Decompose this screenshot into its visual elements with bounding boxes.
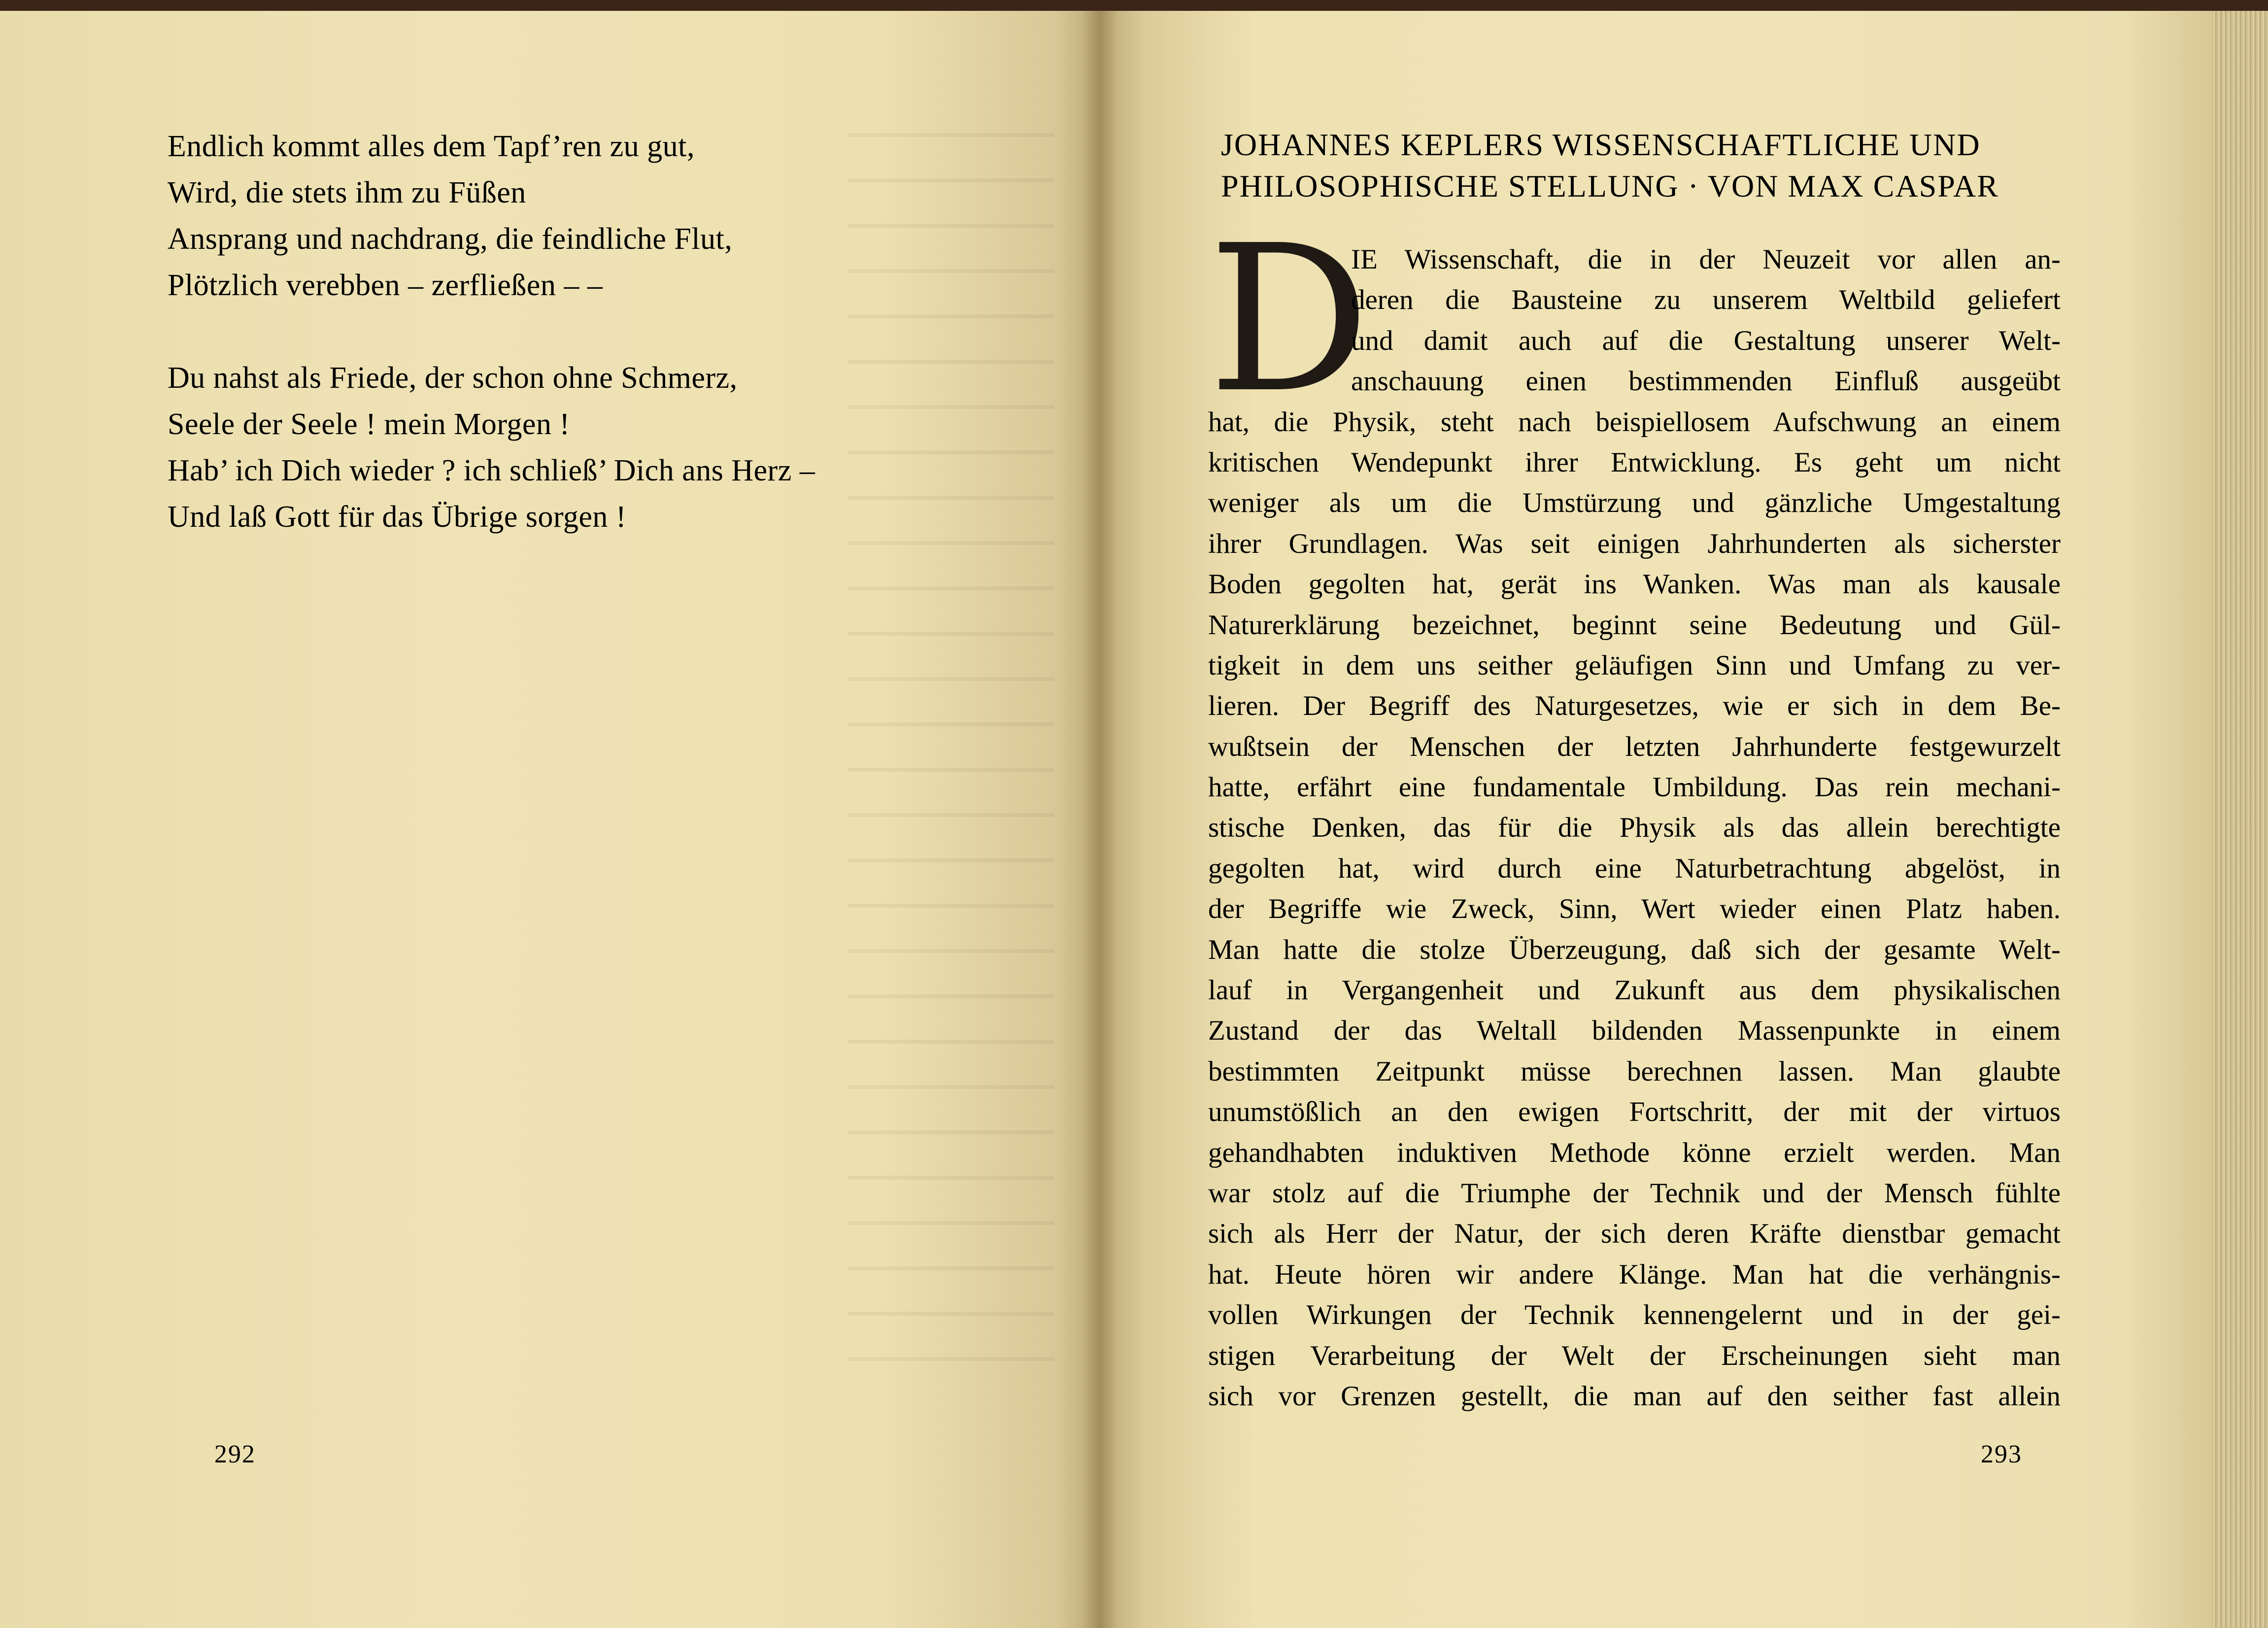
body-line: anschauung einen bestimmenden Einfluß ausgeübt [1351,366,2061,397]
poem-line: Hab’ ich Dich wieder ? ich schließ’ Dich ans Herz – [168,454,815,487]
page-number-right: 293 [1981,1440,2022,1468]
poem-line: Du nahst als Friede, der schon ohne Schmerz, [168,361,738,395]
poem-line: Plötzlich verebben – zerfließen – – [168,269,603,302]
body-line: vollen Wirkungen der Technik kennengelernt und in der gei- [1208,1299,2061,1331]
body-line: hatte, erfährt eine fundamentale Umbildung. Das rein mechani- [1208,772,2061,803]
heading-line-2: PHILOSOPHISCHE STELLUNG · VON MAX CASPAR [1221,169,1999,204]
poem-stanza-2 [168,355,1030,540]
body-line: Man hatte die stolze Überzeugung, daß sich der gesamte Welt- [1208,934,2061,965]
body-line: wußtsein der Menschen der letzten Jahrhunderte festgewurzelt [1208,731,2061,762]
body-line: kritischen Wendepunkt ihrer Entwicklung. Es geht um nicht [1208,446,2061,478]
poem-stanza-1 [168,123,1030,308]
body-line: Zustand der das Weltall bildenden Massenpunkte in einem [1208,1015,2061,1047]
poem-line: Ansprang und nachdrang, die feindliche Flut, [168,222,733,256]
body-line: stigen Verarbeitung der Welt der Erscheinungen sieht man [1208,1340,2061,1371]
body-line: weniger als um die Umstürzung und gänzliche Umgestaltung [1208,487,2061,519]
drop-cap: D [1208,202,1370,437]
body-line: hat, die Physik, steht nach beispiellosem Aufschwung an einem [1208,406,2061,438]
body-line: sich als Herr der Natur, der sich deren Kräfte dienstbar gemacht [1208,1218,2061,1250]
body-line: Boden gegolten hat, gerät ins Wanken. Was man als kausale [1208,569,2061,600]
body-line: bestimmten Zeitpunkt müsse berechnen lassen. Man glaubte [1208,1055,2061,1087]
body-line: tigkeit in dem uns seither geläufigen Sinn und Umfang zu ver- [1208,649,2061,681]
body-line: war stolz auf die Triumphe der Technik und der Mensch fühlte [1208,1177,2061,1209]
body-line: und damit auch auf die Gestaltung unserer Welt- [1351,325,2061,356]
body-line: unumstößlich an den ewigen Fortschritt, der mit der virtuos [1208,1096,2061,1128]
body-line: gehandhabten induktiven Methode könne erzielt werden. Man [1208,1137,2061,1168]
body-line: Naturerklärung bezeichnet, beginnt seine Bedeutung und Gül- [1208,609,2061,641]
page-number-left: 292 [214,1440,256,1468]
body-line: deren die Bausteine zu unserem Weltbild geliefert [1351,284,2061,316]
article-body [1208,239,2061,1417]
body-line: gegolten hat, wird durch eine Naturbetrachtung abgelöst, in [1208,852,2061,884]
poem-line: Und laß Gott für das Übrige sorgen ! [168,500,627,534]
body-line: sich vor Grenzen gestellt, die man auf den seither fast allein [1208,1380,2061,1412]
body-line: hat. Heute hören wir andere Klänge. Man hat die verhängnis- [1208,1258,2061,1290]
body-line: der Begriffe wie Zweck, Sinn, Wert wieder einen Platz haben. [1208,893,2061,925]
body-line: lauf in Vergangenheit und Zukunft aus dem physikalischen [1208,975,2061,1006]
body-line: stische Denken, das für die Physik als das allein berechtigte [1208,812,2061,844]
poem-line: Seele der Seele ! mein Morgen ! [168,407,570,441]
body-line: ihrer Grundlagen. Was seit einigen Jahrhunderten als sicherster [1208,528,2061,559]
page-edges [2212,11,2268,1628]
body-line: lieren. Der Begriff des Naturgesetzes, wie er sich in dem Be- [1208,690,2061,722]
article-heading [1221,124,2088,207]
poem [168,123,1030,586]
heading-line-1: JOHANNES KEPLERS WISSENSCHAFTLICHE UND [1221,127,1981,162]
body-line: IE Wissenschaft, die in der Neuzeit vor allen an- [1351,244,2061,275]
book-gutter [1082,11,1117,1628]
poem-line: Wird, die stets ihm zu Füßen [168,176,526,209]
poem-line: Endlich kommt alles dem Tapf’ren zu gut, [168,130,695,163]
